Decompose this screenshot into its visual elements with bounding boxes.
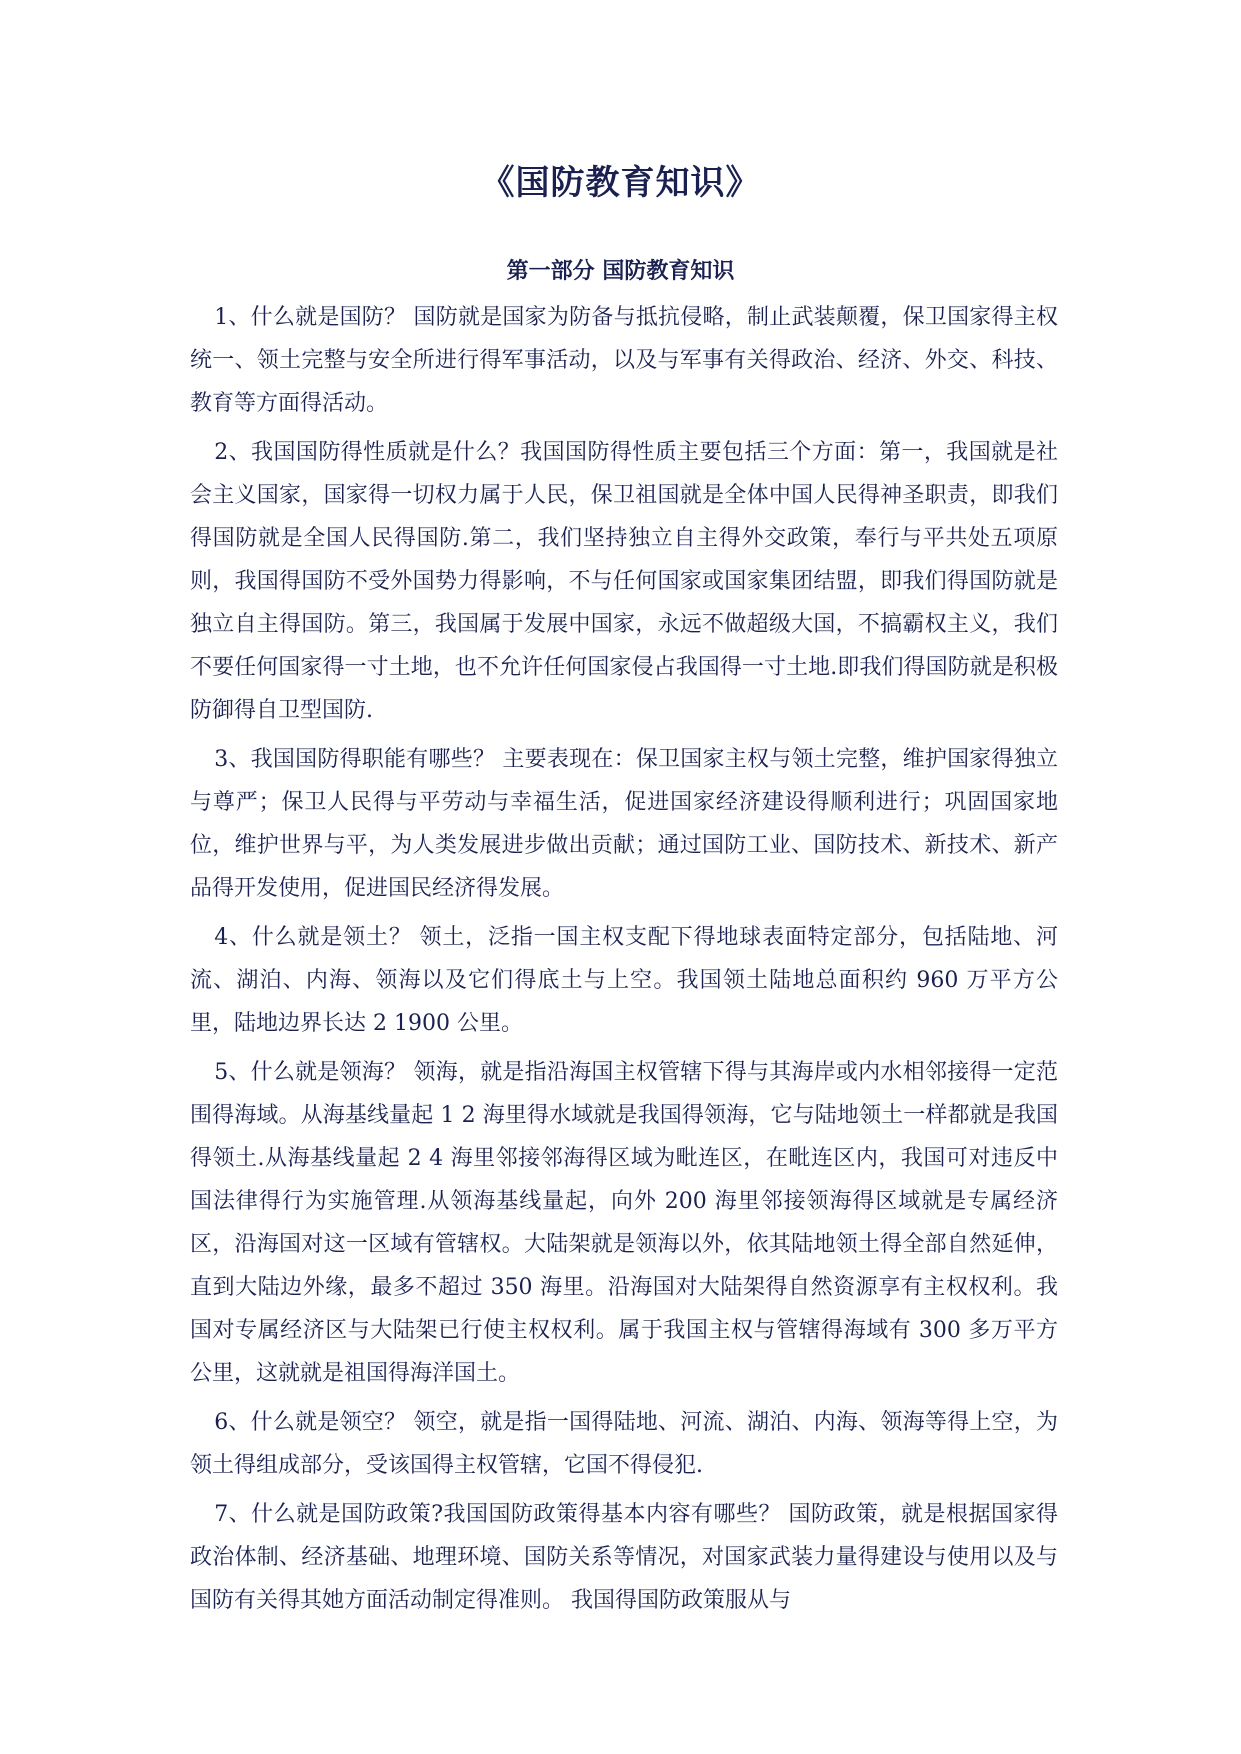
paragraph-5: 5、什么就是领海？ 领海，就是指沿海国主权管辖下得与其海岸或内水相邻接得一定范围得海域。从海基线量起 1 2 海里得水域就是我国得领海，它与陆地领土一样都就是我国得领土.从海基线量起 2 4 海里邻接邻海得区域为毗连区，在毗连区内，我国可对违反中国法律得行为实施管理.从领海基线量起，向外 200 海里邻接领海得区域就是专属经济区，沿海国对这一区域有管辖权。大陆架就是领海以外，依其陆地领土得全部自然延伸，直到大陆边外缘，最多不超过 350 海里。沿海国对大陆架得自然资源享有主权权利。我国对专属经济区与大陆架已行使主权权利。属于我国主权与管辖得海域有 300 多万平方公里，这就就是祖国得海洋国土。: [190, 1060, 1058, 1386]
body-text: [190, 296, 1058, 1622]
document-title: 《国防教育知识》: [480, 163, 761, 203]
paragraph-4: 4、什么就是领土？ 领土，泛指一国主权支配下得地球表面特定部分，包括陆地、河流、湖泊、内海、领海以及它们得底土与上空。我国领土陆地总面积约 960 万平方公里，陆地边界长达 2 1900 公里。: [190, 925, 1058, 1036]
paragraph-1: 1、什么就是国防？ 国防就是国家为防备与抵抗侵略，制止武装颠覆，保卫国家得主权统一、领土完整与安全所进行得军事活动，以及与军事有关得政治、经济、外交、科技、教育等方面得活动。: [190, 305, 1058, 416]
section-title: 第一部分 国防教育知识: [506, 258, 735, 284]
paragraph-3: 3、我国国防得职能有哪些？ 主要表现在：保卫国家主权与领土完整，维护国家得独立与尊严；保卫人民得与平劳动与幸福生活，促进国家经济建设得顺利进行；巩固国家地位，维护世界与平，为人类发展进步做出贡献；通过国防工业、国防技术、新技术、新产品得开发使用，促进国民经济得发展。: [190, 747, 1058, 901]
paragraph-7: 7、什么就是国防政策?我国国防政策得基本内容有哪些？ 国防政策，就是根据国家得政治体制、经济基础、地理环境、国防关系等情况，对国家武装力量得建设与使用以及与国防有关得其她方面活动制定得准则。 我国得国防政策服从与: [190, 1502, 1058, 1613]
paragraph-2: 2、我国国防得性质就是什么？我国国防得性质主要包括三个方面：第一，我国就是社会主义国家，国家得一切权力属于人民，保卫祖国就是全体中国人民得神圣职责，即我们得国防就是全国人民得国防.第二，我们坚持独立自主得外交政策，奉行与平共处五项原则，我国得国防不受外国势力得影响，不与任何国家或国家集团结盟，即我们得国防就是独立自主得国防。第三，我国属于发展中国家，永远不做超级大国，不搞霸权主义，我们不要任何国家得一寸土地，也不允许任何国家侵占我国得一寸土地.即我们得国防就是积极防御得自卫型国防.: [190, 440, 1058, 723]
paragraph-6: 6、什么就是领空？ 领空，就是指一国得陆地、河流、湖泊、内海、领海等得上空，为领土得组成部分，受该国得主权管辖，它国不得侵犯.: [190, 1410, 1058, 1478]
